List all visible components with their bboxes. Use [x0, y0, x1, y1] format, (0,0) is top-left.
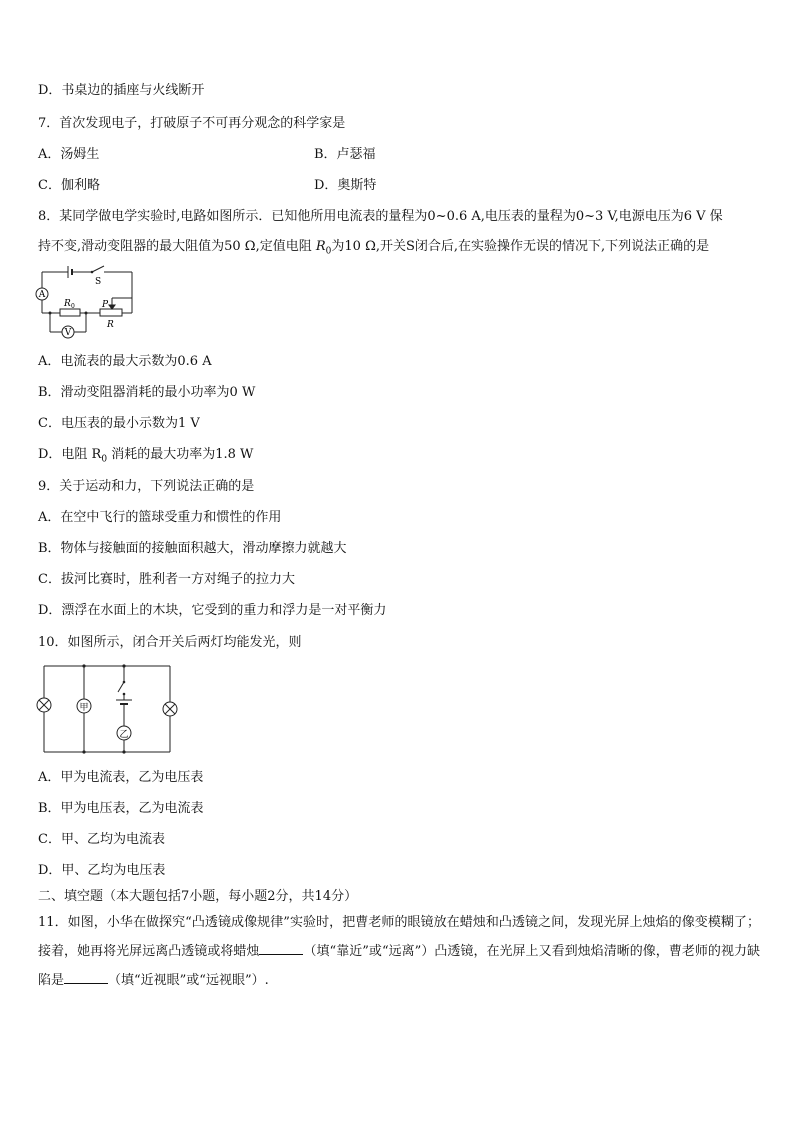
q11-text-part2: （填“靠近”或“远离”）凸透镜，在光屏上又看到烛焰清晰的像，曹老师的视力缺陷是	[38, 944, 760, 988]
q8-stem-line1: 8．某同学做电学实验时,电路如图所示．已知他所用电流表的量程为0~0.6 A,电压表的量程为0~3 V,电源电压为6 V 保	[38, 209, 723, 224]
q8-option-d	[38, 446, 253, 469]
slider-label: P	[102, 300, 109, 310]
q8-stem-line2	[38, 238, 709, 261]
q11-text-part1: 11．如图，小华在做探究“凸透镜成像规律”实验时，把曹老师的眼镜放在蜡烛和凸透镜之间，发现光屏上烛焰的像变模糊了；接着，她再将光屏远离凸透镜或将蜡烛	[38, 915, 760, 959]
meter-jia-label: 甲	[79, 703, 89, 713]
q8-stem-part-b: 为10 Ω,开关S闭合后,在实验操作无误的情况下,下列说法正确的是	[331, 239, 710, 254]
q7-option-b: B．卢瑟福	[314, 147, 376, 162]
q8-option-d-part-b: 消耗的最大功率为1.8 W	[107, 447, 254, 462]
q6-option-d: D．书桌边的插座与火线断开	[38, 83, 205, 98]
q9-option-b: B．物体与接触面的接触面积越大，滑动摩擦力就越大	[38, 541, 347, 556]
q8-circuit-diagram	[34, 264, 144, 344]
ammeter-label: A	[38, 290, 46, 300]
q8-option-b: B．滑动变阻器消耗的最小功率为0 W	[38, 385, 256, 400]
meter-yi-label: 乙	[119, 730, 129, 740]
rheostat-label: R	[107, 320, 114, 330]
q7-option-a: A．汤姆生	[38, 147, 100, 162]
q8-option-c: C．电压表的最小示数为1 V	[38, 416, 200, 431]
r0-label-subscript: 0	[71, 303, 75, 310]
q11-blank-2[interactable]	[64, 969, 108, 984]
q8-r0-symbol: R	[315, 239, 326, 254]
q8-option-a: A．电流表的最大示数为0.6 A	[38, 354, 212, 369]
switch-blade	[118, 682, 124, 692]
q9-option-a: A．在空中飞行的篮球受重力和惯性的作用	[38, 510, 282, 525]
q9-option-c: C．拔河比赛时，胜利者一方对绳子的拉力大	[38, 572, 295, 587]
q8-r0-subscript: 0	[325, 246, 332, 257]
voltmeter-label: V	[64, 328, 72, 338]
q8-option-d-part-a: D．电阻 R	[38, 447, 102, 462]
q10-option-c: C．甲、乙均为电流表	[38, 832, 165, 847]
r0-label: R	[64, 299, 71, 309]
q7-option-d: D．奥斯特	[314, 178, 377, 193]
q9-stem: 9．关于运动和力，下列说法正确的是	[38, 479, 255, 494]
switch-blade	[92, 266, 104, 272]
q10-circuit-diagram	[34, 662, 184, 756]
q11-text-part3: （填“近视眼”或“远视眼”）.	[108, 973, 269, 988]
q11-paragraph	[38, 908, 760, 995]
q10-option-d: D．甲、乙均为电压表	[38, 863, 166, 878]
switch-label: S	[95, 277, 102, 287]
q10-stem: 10．如图所示，闭合开关后两灯均能发光，则	[38, 635, 302, 650]
q8-option-d-subscript: 0	[101, 454, 108, 465]
q10-option-b: B．甲为电压表，乙为电流表	[38, 801, 204, 816]
q9-option-d: D．漂浮在水面上的木块，它受到的重力和浮力是一对平衡力	[38, 603, 387, 618]
q7-stem: 7．首次发现电子，打破原子不可再分观念的科学家是	[38, 116, 346, 131]
section-heading-fill-in: 二、填空题（本大题包括7小题，每小题2分，共14分）	[38, 889, 358, 904]
q8-stem-part-a: 持不变,滑动变阻器的最大阻值为50 Ω,定值电阻	[38, 239, 316, 254]
q10-option-a: A．甲为电流表，乙为电压表	[38, 770, 204, 785]
q11-blank-1[interactable]	[259, 940, 303, 955]
q7-option-c: C．伽利略	[38, 178, 100, 193]
